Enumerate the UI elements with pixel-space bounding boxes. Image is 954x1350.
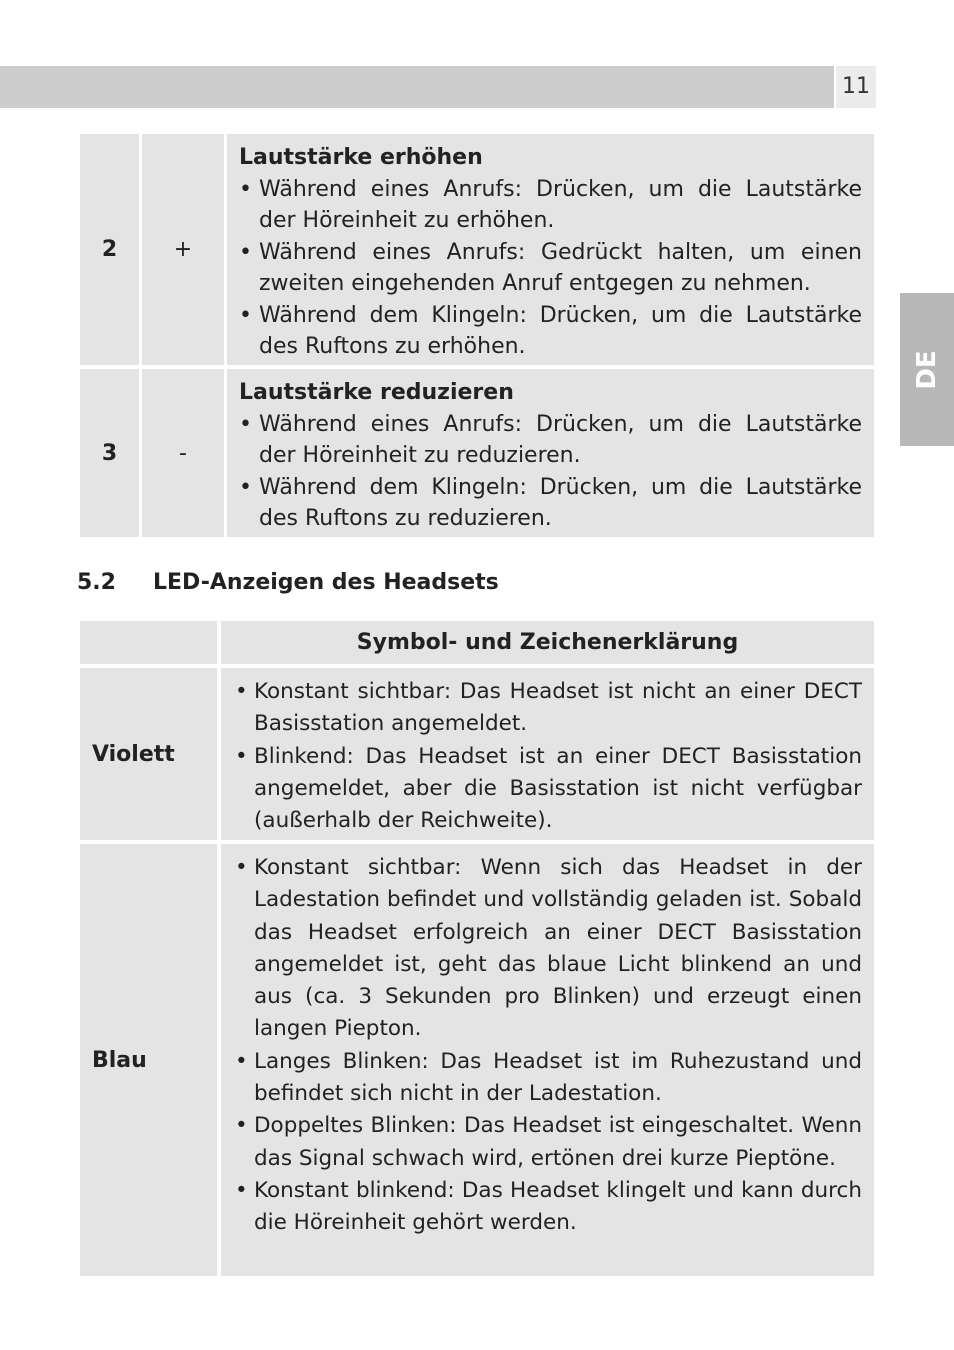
- header-bar: [0, 66, 834, 108]
- bullet-item: • Während eines Anrufs: Drücken, um die Lautstärke der Höreinheit zu erhöhen.: [239, 174, 862, 237]
- bullet-item: • Konstant sichtbar: Wenn sich das Headset in der Ladestation befindet und vollständig geladen ist. Sobald das Headset erfolgreich an einer DECT Basisstation angemeldet ist, geht das blaue Licht blinkend an und aus (ca. 3 Sekunden pro Blinken) und erzeugt einen langen Piepton.: [235, 852, 862, 1046]
- row-heading: Lautstärke erhöhen: [239, 145, 483, 170]
- led-color-label: Violett: [80, 668, 217, 840]
- row-heading: Lautstärke reduzieren: [239, 380, 514, 405]
- bullet-item: • Während eines Anrufs: Drücken, um die Lautstärke der Höreinheit zu reduzieren.: [239, 409, 862, 472]
- language-tab: [900, 293, 954, 446]
- page-number: 11: [836, 66, 876, 108]
- bullet-item: • Blinkend: Das Headset ist an einer DECT Basisstation angemeldet, aber die Basisstation ist nicht verfügbar (außerhalb der Reichweite).: [235, 741, 862, 838]
- bullet-list: [235, 852, 862, 1240]
- bullet-item: • Während eines Anrufs: Gedrückt halten, um einen zweiten eingehenden Anruf entgegen zu nehmen.: [239, 237, 862, 300]
- row-number: 3: [80, 369, 139, 537]
- section-number: 5.2: [77, 570, 116, 595]
- header-empty-cell: [80, 621, 217, 664]
- row-symbol: +: [142, 134, 224, 365]
- row-symbol: -: [142, 369, 224, 537]
- bullet-item: • Während dem Klingeln: Drücken, um die Lautstärke des Ruftons zu reduzieren.: [239, 472, 862, 535]
- row-description: [227, 134, 874, 365]
- led-description: [221, 668, 874, 840]
- bullet-item: • Während dem Klingeln: Drücken, um die Lautstärke des Ruftons zu erhöhen.: [239, 300, 862, 363]
- section-title: LED-Anzeigen des Headsets: [153, 570, 499, 595]
- row-number: 2: [80, 134, 139, 365]
- row-description: [227, 369, 874, 537]
- led-color-label: Blau: [80, 844, 217, 1276]
- section-heading: [77, 570, 499, 595]
- bullet-item: • Langes Blinken: Das Headset ist im Ruhezustand und befindet sich nicht in der Ladestation.: [235, 1046, 862, 1111]
- led-description: [221, 844, 874, 1276]
- bullet-item: • Konstant blinkend: Das Headset klingelt und kann durch die Höreinheit gehört werden.: [235, 1175, 862, 1240]
- bullet-list: [239, 174, 862, 363]
- bullet-list: [239, 409, 862, 535]
- table-header: Symbol- und Zeichenerklärung: [221, 621, 874, 664]
- language-tab-label: DE: [912, 349, 942, 390]
- bullet-item: • Doppeltes Blinken: Das Headset ist eingeschaltet. Wenn das Signal schwach wird, ertönen drei kurze Pieptöne.: [235, 1110, 862, 1175]
- bullet-list: [235, 676, 862, 837]
- bullet-item: • Konstant sichtbar: Das Headset ist nicht an einer DECT Basisstation angemeldet.: [235, 676, 862, 741]
